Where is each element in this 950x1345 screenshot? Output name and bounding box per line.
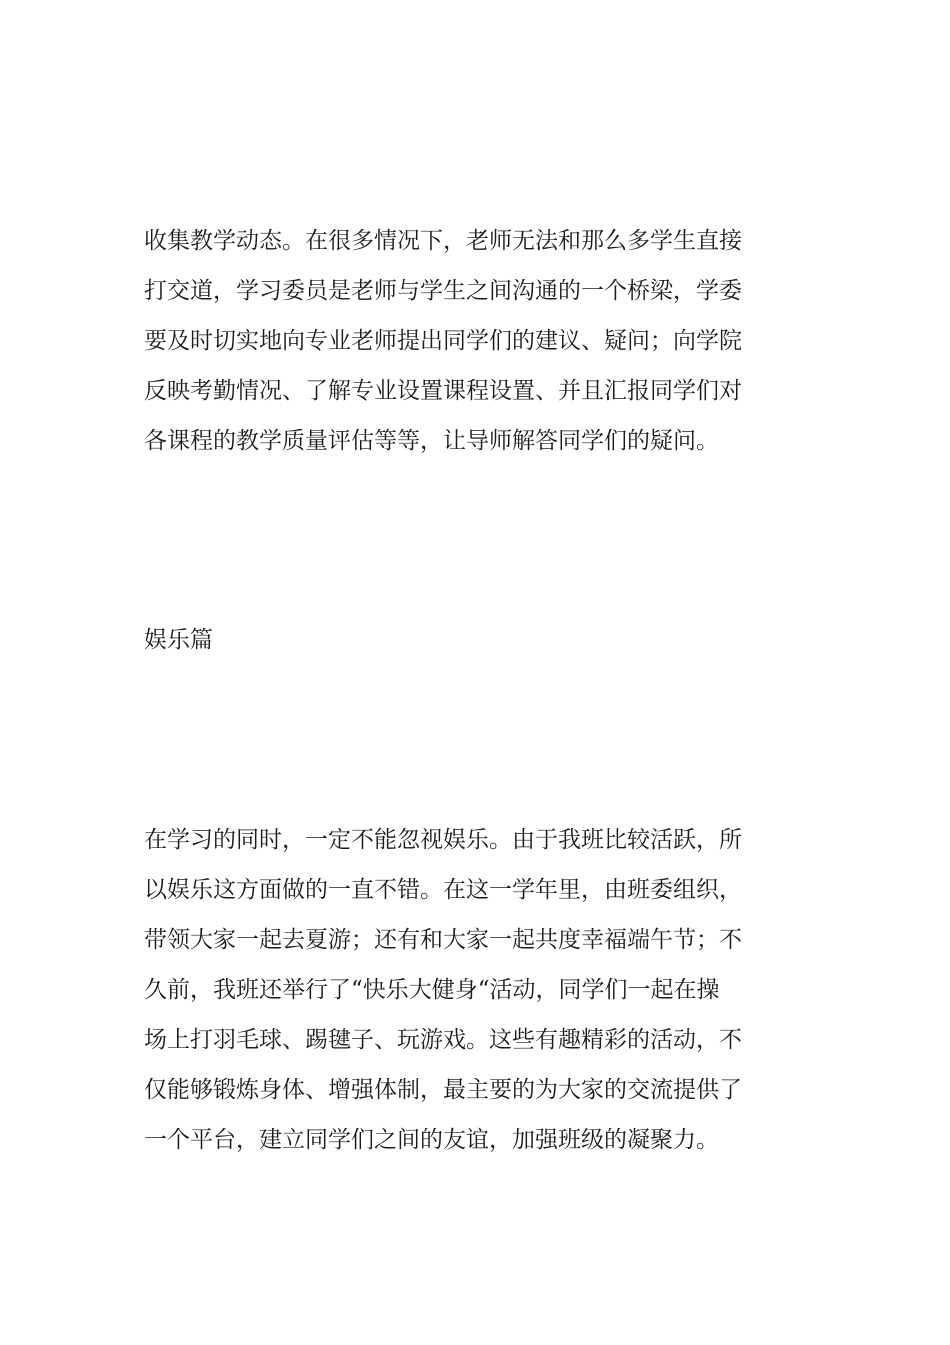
paragraph-line: 一个平台，建立同学们之间的友谊，加强班级的凝聚力。 [144, 1127, 719, 1153]
paragraph-line: 要及时切实地向专业老师提出同学们的建议、疑问；向学院 [144, 328, 742, 354]
paragraph-line: 各课程的教学质量评估等等，让导师解答同学们的疑问。 [144, 428, 719, 454]
paragraph-line: 带领大家一起去夏游；还有和大家一起共度幸福端午节；不 [144, 927, 742, 953]
paragraph-line: 收集教学动态。在很多情况下，老师无法和那么多学生直接 [144, 228, 742, 254]
section-heading: 娱乐篇 [144, 627, 213, 653]
paragraph-line: 在学习的同时，一定不能忽视娱乐。由于我班比较活跃，所 [144, 827, 742, 853]
paragraph-line: 久前，我班还举行了“快乐大健身“活动，同学们一起在操 [144, 977, 720, 1003]
paragraph-line: 以娱乐这方面做的一直不错。在这一学年里，由班委组织， [144, 877, 742, 903]
paragraph-line: 反映考勤情况、了解专业设置课程设置、并且汇报同学们对 [144, 378, 742, 404]
paragraph-line: 仅能够锻炼身体、增强体制，最主要的为大家的交流提供了 [144, 1077, 742, 1103]
paragraph-line: 打交道，学习委员是老师与学生之间沟通的一个桥梁，学委 [144, 278, 742, 304]
paragraph-line: 场上打羽毛球、踢毽子、玩游戏。这些有趣精彩的活动，不 [144, 1027, 742, 1053]
